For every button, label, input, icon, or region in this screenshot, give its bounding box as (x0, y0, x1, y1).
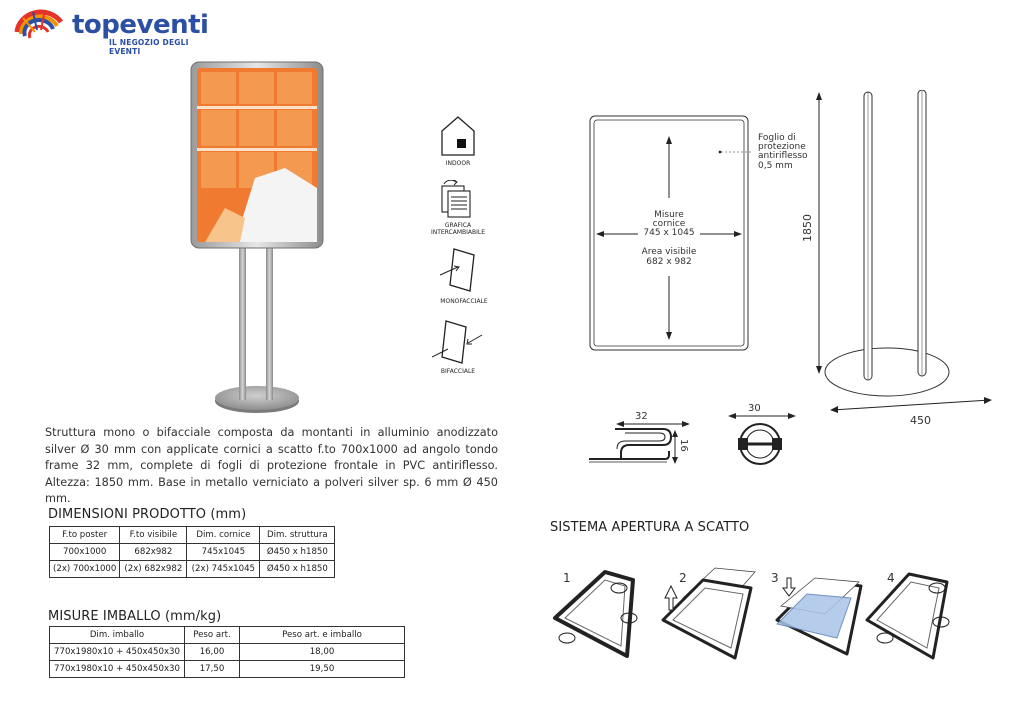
snap-step-2 (663, 568, 755, 658)
pole-clamp-detail (730, 420, 790, 470)
visible-label-2: 682 x 982 (646, 257, 692, 267)
house-icon (440, 115, 476, 157)
step-number: 1 (563, 571, 571, 585)
table-cell: 770x1980x10 + 450x450x30 (50, 661, 185, 678)
frame-label-2: cornice (652, 219, 686, 229)
snap-step-4 (867, 571, 949, 658)
step-number: 4 (887, 571, 895, 585)
table-cell: 16,00 (185, 644, 240, 661)
snap-system-title: SISTEMA APERTURA A SCATTO (550, 520, 750, 535)
frame-label-3: 745 x 1045 (643, 228, 695, 238)
table-cell: (2x) 745x1045 (187, 561, 260, 578)
base-width-label: 450 (910, 414, 931, 427)
double-panel-icon (432, 315, 484, 365)
table-cell: 18,00 (240, 644, 405, 661)
table-header-row (50, 527, 335, 544)
sunburst-logo-icon (8, 4, 70, 46)
packaging-table (49, 626, 405, 678)
table-header-row (50, 627, 405, 644)
table-cell: 682x982 (120, 544, 187, 561)
single-panel-icon (436, 245, 480, 293)
icon-monofacciale (418, 245, 498, 310)
table-header-cell: Dim. imballo (50, 627, 185, 644)
icon-indoor (418, 115, 498, 175)
pole-diameter-label: 30 (748, 403, 761, 414)
foil-label-2: protezione (758, 142, 806, 152)
table-row (50, 644, 405, 661)
icon-monofacciale-label: MONOFACCIALE (440, 298, 488, 305)
step-number: 3 (771, 571, 779, 585)
frame-profile-section (585, 425, 705, 475)
dimensions-title: DIMENSIONI PRODOTTO (mm) (48, 507, 247, 522)
table-header-cell: Dim. struttura (260, 527, 335, 544)
foil-label-3: antiriflesso (758, 151, 808, 161)
foil-label-4: 0,5 mm (758, 161, 793, 171)
table-cell: 19,50 (240, 661, 405, 678)
icon-bifacciale-label: BIFACCIALE (440, 368, 476, 375)
profile-height-label: 16 (678, 439, 689, 452)
table-header-cell: Dim. cornice (187, 527, 260, 544)
table-cell: Ø450 x h1850 (260, 561, 335, 578)
foil-label-1: Foglio di (758, 133, 796, 143)
icon-indoor-label: INDOOR (445, 160, 471, 167)
product-photo (185, 58, 335, 418)
packaging-title: MISURE IMBALLO (mm/kg) (48, 609, 222, 624)
documents-icon (438, 180, 478, 220)
table-header-cell: Peso art. (185, 627, 240, 644)
visible-label-1: Area visibile (641, 247, 697, 257)
icon-bifacciale (418, 315, 498, 380)
table-row (50, 561, 335, 578)
frame-label-1: Misure (654, 210, 684, 220)
table-cell: (2x) 682x982 (120, 561, 187, 578)
table-row (50, 544, 335, 561)
product-description: Struttura mono o bifacciale composta da montanti in alluminio anodizzato silver Ø 30 mm con applicate cornici a scatto f.to 700x1000 ad angolo tondo frame 32 mm, complete di fogli di protezione frontale in PVC antiriflesso. Altezza: 1850 mm. Base in metallo verniciato a polveri silver sp. 6 mm Ø 450 mm. (45, 426, 498, 505)
table-cell: Ø450 x h1850 (260, 544, 335, 561)
brand-logo (8, 4, 209, 56)
dimensions-table (49, 526, 335, 578)
brand-tagline: IL NEGOZIO DEGLI EVENTI (109, 38, 189, 56)
table-cell: 17,50 (185, 661, 240, 678)
profile-width-label: 32 (635, 411, 648, 422)
table-row (50, 661, 405, 678)
table-header-cell: F.to visibile (120, 527, 187, 544)
brand-name: topeventi (72, 10, 209, 40)
table-cell: (2x) 700x1000 (50, 561, 120, 578)
table-cell: 745x1045 (187, 544, 260, 561)
height-label: 1850 (801, 214, 814, 242)
snap-step-1 (555, 571, 637, 656)
icon-grafica (418, 180, 498, 240)
table-header-cell: F.to poster (50, 527, 120, 544)
technical-drawing (580, 90, 1020, 435)
icon-grafica-label: GRAFICA INTERCAMBIABILE (430, 222, 486, 236)
step-number: 2 (679, 571, 687, 585)
snap-step-3 (771, 571, 861, 654)
table-cell: 770x1980x10 + 450x450x30 (50, 644, 185, 661)
snap-system-steps (545, 558, 985, 668)
table-header-cell: Peso art. e imballo (240, 627, 405, 644)
table-cell: 700x1000 (50, 544, 120, 561)
